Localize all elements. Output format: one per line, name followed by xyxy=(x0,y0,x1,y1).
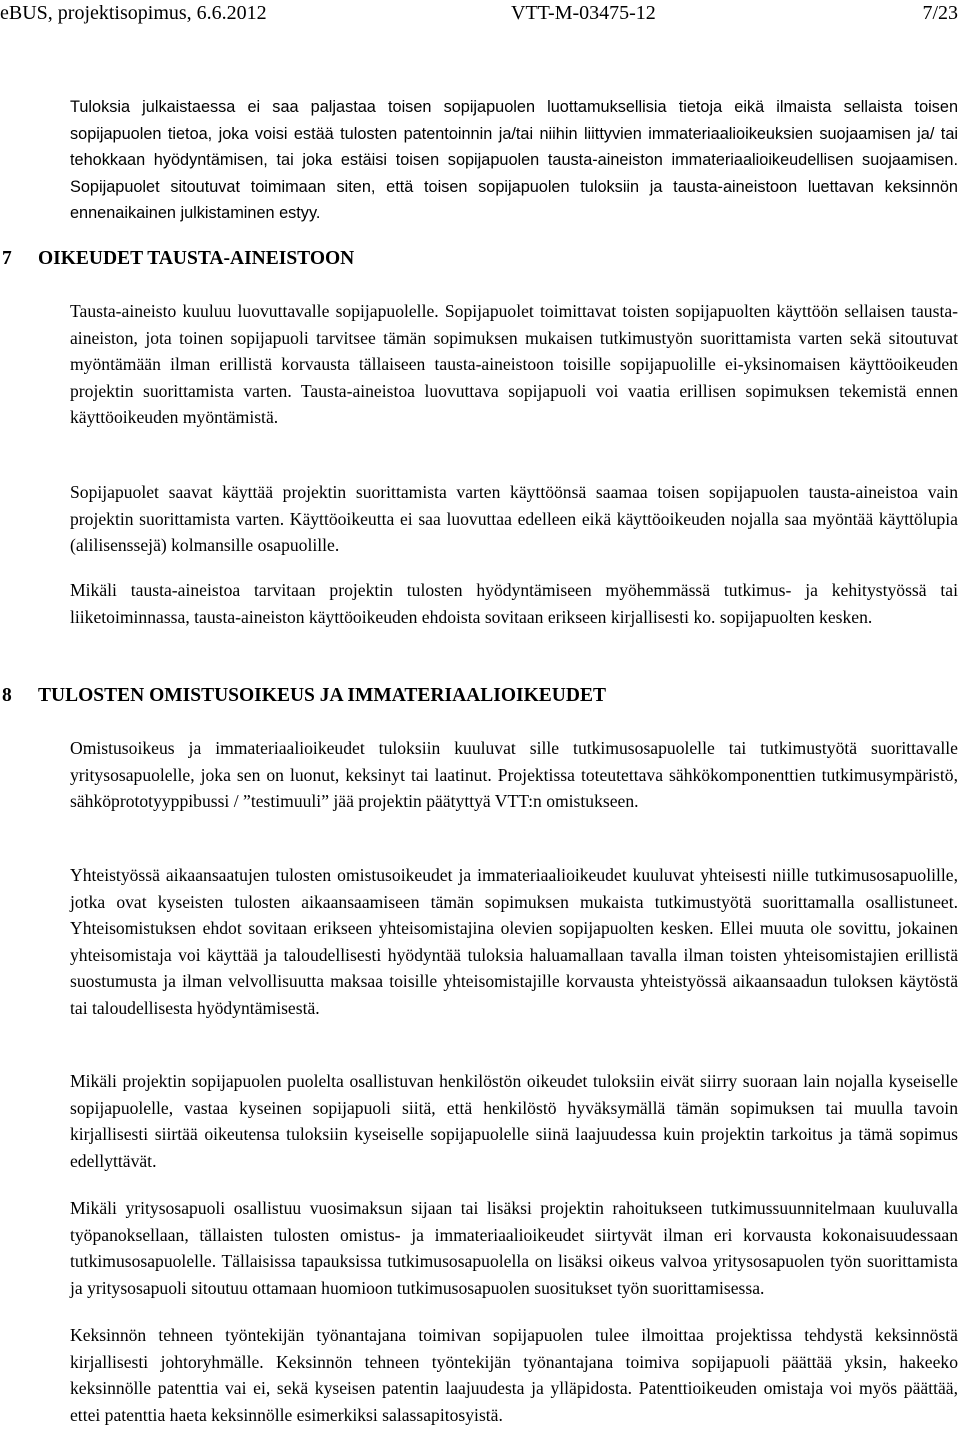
section-8-number: 8 xyxy=(2,685,12,706)
section-8-paragraph: Mikäli yritysosapuoli osallistuu vuosimaksun sijaan tai lisäksi projektin rahoitukseen tutkimussuunnitelmaan kuuluvalla työpanoksellaan, tällaisten tulosten omistus- ja immateriaalioikeudet siirtyvät ilman eri korvausta kokonaisuudessaan tutkimusosapuolelle. Tällaisissa tapauksissa tutkimusosapuolella on lisäksi oikeus valvoa yritysosapuolen työn suorittamista ja yritysosapuoli sitoutuu ottamaan huomioon tutkimusosapuolen suositukset työn suorittamisessa. xyxy=(70,1198,958,1298)
section-7-heading xyxy=(2,247,354,271)
section-8-paragraph-3-block xyxy=(70,1068,958,1174)
section-7-paragraph: Mikäli tausta-aineistoa tarvitaan projektin tulosten hyödyntämiseen myöhemmässä tutkimus- ja kehitystyössä tai liiketoiminnassa, tausta-aineiston käyttöoikeuden ehdoista sovitaan erikseen kirjallisesti ko. sopijapuolten kesken. xyxy=(70,580,958,627)
section-8-heading xyxy=(2,684,606,708)
section-8-title: TULOSTEN OMISTUSOIKEUS JA IMMATERIAALIOIKEUDET xyxy=(38,685,606,706)
section-8-paragraph: Keksinnön tehneen työntekijän työnantajana toimivan sopijapuolen tulee ilmoittaa projektissa tehdystä keksinnöstä kirjallisesti johtoryhmälle. Keksinnön tehneen työntekijän työnantajana toimiva sopijapuoli päättää yksin, hakeeko keksinnölle patenttia vai ei, sekä kyseisen patentin laajuudesta ja ylläpidosta. Patenttioikeuden omistaja voi myös päättää, ettei patenttia haeta keksinnölle esimerkiksi salassapitosyistä. xyxy=(70,1325,958,1425)
section-7-paragraph: Sopijapuolet saavat käyttää projektin suorittamista varten käyttöönsä saamaa toisen sopijapuolen tausta-aineistoa vain projektin suorittamista varten. Käyttöoikeutta ei saa luovuttaa edelleen eikä käyttöoikeuden nojalla saa myöntää käyttölupia (alilisenssejä) kolmansille osapuolille. xyxy=(70,482,958,556)
section-7-number: 7 xyxy=(2,248,12,269)
page-header xyxy=(0,0,960,30)
section-7-title: OIKEUDET TAUSTA-AINEISTOON xyxy=(38,248,355,269)
header-document-title: eBUS, projektisopimus, 6.6.2012 xyxy=(0,2,267,24)
section-8-paragraph-2-block xyxy=(70,862,958,1022)
section-7-paragraph-2-block xyxy=(70,479,958,559)
header-page-number: 7/23 xyxy=(922,2,958,24)
section-8-paragraph-4-block xyxy=(70,1195,958,1301)
section-8-paragraph: Omistusoikeus ja immateriaalioikeudet tuloksiin kuuluvat sille tutkimusosapuolelle tai tutkimustyötä suorittavalle yritysosapuolelle, joka sen on luonut, keksinyt tai laatinut. Projektissa toteutettava sähkökomponenttien tutkimusympäristö, sähköprototyyppibussi / ”testimuuli” jää projektin päätyttyä VTT:n omistukseen. xyxy=(70,738,958,812)
section-8-paragraph: Mikäli projektin sopijapuolen puolelta osallistuvan henkilöstön oikeudet tuloksiin eivät siirry suoraan lain nojalla kyseiselle sopijapuolelle, vastaa kyseinen sopijapuoli siitä, että henkilöstö hyväksymällä tämän sopimuksen tai muulla tavoin kirjallisesti siirtää oikeutensa tuloksiin kyseiselle sopijapuolelle siinä laajuudessa kuin projektin tarkoitus ja tämä sopimus edellyttävät. xyxy=(70,1071,958,1171)
intro-paragraph: Tuloksia julkaistaessa ei saa paljastaa toisen sopijapuolen luottamuksellisia tietoja eikä ilmaista sellaista toisen sopijapuolen tietoa, joka voisi estää tulosten patentoinnin ja/tai niihin liittyvien immateriaalioikeuksien suojaamisen ja/ tai tehokkaan hyödyntämisen, tai joka estäisi toisen sopijapuolen tausta-aineiston immateriaalioikeudellisen suojaamisen. Sopijapuolet sitoutuvat toimimaan siten, että toisen sopijapuolen tuloksiin ja tausta-aineistoon luettavan keksinnön ennenaikainen julkistaminen estyy. xyxy=(70,98,958,223)
section-8-paragraph-1-block xyxy=(70,735,958,815)
section-8-paragraph: Yhteistyössä aikaansaatujen tulosten omistusoikeudet ja immateriaalioikeudet kuuluvat yhteisesti niille tutkimusosapuolille, jotka ovat kyseisten tulosten aikaansaamiseen tämän sopimuksen mukaista tutkimustyötä suorittamalla osallistuneet. Yhteisomistuksen ehdot sovitaan erikseen yhteisomistajina olevien sopijapuolten kesken. Ellei muuta ole sovittu, jokainen yhteisomistaja voi käyttää ja taloudellisesti hyödyntää tuloksia haluamallaan tavalla ilman toisten yhteisomistajien erillistä suostumusta ja ilman velvollisuutta maksaa toisille yhteisomistajille korvausta yhteistyössä aikaansaadun tuloksen käytöstä tai taloudellisesta hyödyntämisestä. xyxy=(70,865,958,1018)
section-8-paragraph-5-block xyxy=(70,1322,958,1428)
intro-section xyxy=(70,94,958,227)
section-7-paragraph-3-block xyxy=(70,577,958,630)
section-7-paragraph: Tausta-aineisto kuuluu luovuttavalle sopijapuolelle. Sopijapuolet toimittavat toisten sopijapuolten käyttöön sellaisen tausta-aineiston, jota toinen sopijapuoli tarvitsee tämän sopimuksen mukaisen tutkimustyön suorittamista varten sekä sitoutuvat myöntämään ilman erillistä korvausta tällaiseen tausta-aineistoon toisille sopijapuolille ei-yksinomaisen käyttöoikeuden projektin suorittamista varten. Tausta-aineistoa luovuttava sopijapuoli voi vaatia erillisen sopimuksen tekemistä ennen käyttöoikeuden myöntämistä. xyxy=(70,301,958,428)
header-document-code: VTT-M-03475-12 xyxy=(511,2,656,24)
section-7-paragraph-1-block xyxy=(70,298,958,431)
